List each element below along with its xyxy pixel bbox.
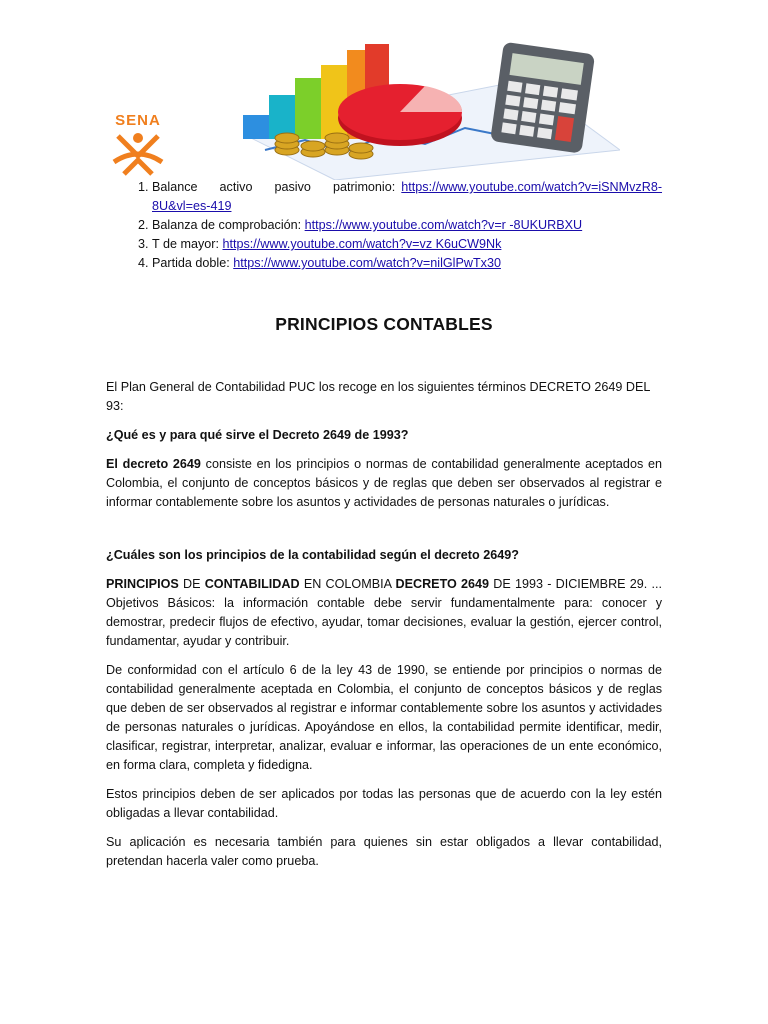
link-label: T de mayor: [152,237,219,251]
link-label: Partida doble: [152,256,230,270]
paragraph-text: DE 1993 - DICIEMBRE 29. ... Objetivos Básicos: la información contable debe servir fundamentalmente para: conocer y demostrar, predecir flujos de efectivo, ayudar, tomar decisiones, evaluar la gestión, ejercer control, fundamentar, ayudar y contribuir. [106,577,662,648]
paragraph: De conformidad con el artículo 6 de la ley 43 de 1990, se entiende por principios o normas de contabilidad generalmente aceptada en Colombia, el conjunto de conceptos básicos y de reglas que deben de ser observados al registrar e informar contablemente sobre los asuntos y actividades de personas naturales o jurídicas. Apoyándose en ellos, la contabilidad permite identificar, medir, clasificar, registrar, interpretar, analizar, evaluar e informar, las operaciones de un ente económico, en forma clara, completa y fidedigna. [106,663,662,772]
document-body [106,378,662,881]
question-heading: ¿Qué es y para qué sirve el Decreto 2649 de 1993? [106,428,409,442]
sena-logo-icon [104,112,172,180]
paragraph: Estos principios deben de ser aplicados por todas las personas que de acuerdo con la ley estén obligadas a llevar contabilidad. [106,787,662,820]
list-item [152,216,662,235]
bold-text: CONTABILIDAD [204,577,300,591]
intro-paragraph: El Plan General de Contabilidad PUC los recoge en los siguientes términos DECRETO 2649 DEL 93: [106,380,650,413]
paragraph [106,575,662,651]
links-section [106,178,662,273]
link-label: Balanza de comprobación: [152,218,302,232]
list-item [152,254,662,273]
bold-text: DECRETO 2649 [395,577,490,591]
youtube-link[interactable]: https://www.youtube.com/watch?v=iSNMvzR8-8U&vl=es-419 [152,180,663,213]
finance-illustration [225,40,620,180]
header-banner [0,0,768,178]
youtube-link[interactable]: https://www.youtube.com/watch?v=vz K6uCW9Nk [222,237,502,251]
youtube-link[interactable]: https://www.youtube.com/watch?v=nilGlPwTx30 [233,256,501,270]
list-item [152,178,662,216]
paragraph-text: consiste en los principios o normas de contabilidad generalmente aceptados en Colombia, el conjunto de conceptos básicos y de reglas que deben ser observados al registrar e informar contablemente sobre los asuntos y actividades de personas naturales o jurídicas. [106,457,662,509]
page-title: PRINCIPIOS CONTABLES [275,314,493,334]
paragraph-text: DE [178,577,205,591]
link-label: Balance activo pasivo patrimonio: [152,180,396,194]
list-item [152,235,662,254]
paragraph [106,455,662,512]
bold-text: PRINCIPIOS [106,577,179,591]
sena-logo [104,112,172,180]
question-heading: ¿Cuáles son los principios de la contabilidad según el decreto 2649? [106,548,519,562]
paragraph: Su aplicación es necesaria también para quienes sin estar obligados a llevar contabilidad, pretendan hacerla valer como prueba. [106,835,662,868]
video-links-list [106,178,662,273]
paragraph-text: EN COLOMBIA [299,577,396,591]
sena-logo-text: SENA [115,112,161,129]
bold-text: El decreto 2649 [106,457,201,471]
youtube-link[interactable]: https://www.youtube.com/watch?v=r -8UKURBXU [304,218,583,232]
